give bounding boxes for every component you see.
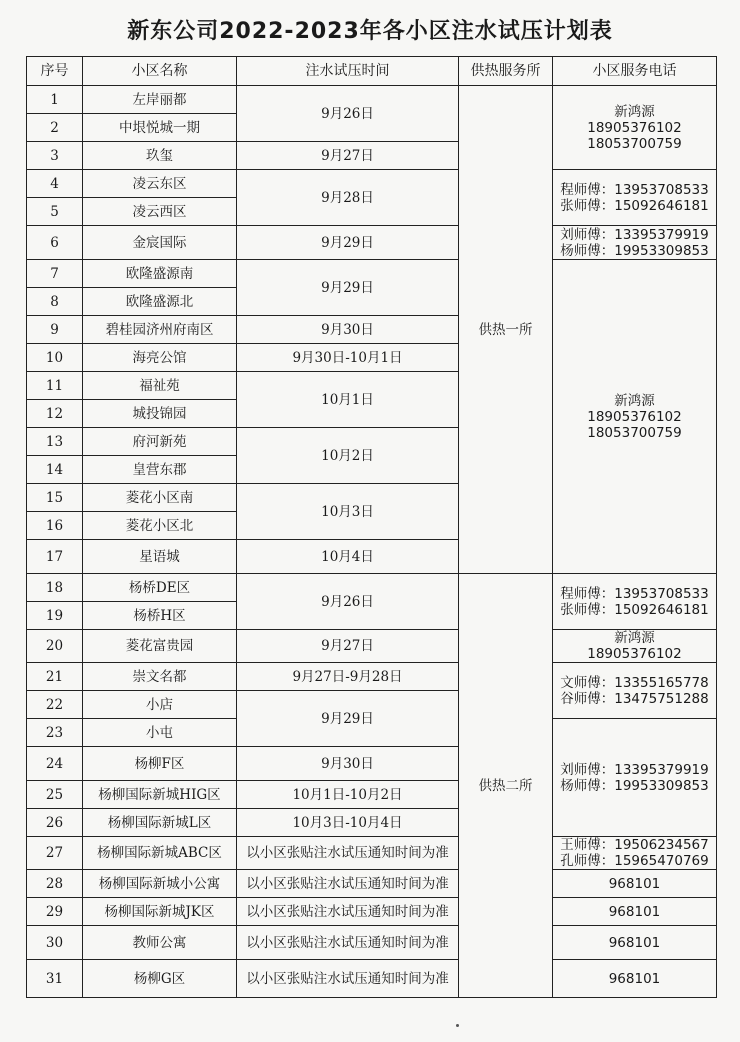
test-time: 9月26日 bbox=[237, 574, 459, 630]
service-phone bbox=[553, 226, 717, 260]
phone-line: 孔师傅：15965470769 bbox=[560, 853, 709, 869]
community-name: 杨桥H区 bbox=[83, 602, 237, 630]
phone-line: 谷师傅：13475751288 bbox=[560, 690, 709, 707]
service-phone bbox=[553, 837, 717, 870]
phone-line: 刘师傅：13395379919 bbox=[560, 761, 709, 778]
row-number: 1 bbox=[27, 86, 83, 114]
test-time: 10月3日 bbox=[237, 484, 459, 540]
service-phone bbox=[553, 86, 717, 170]
phone-line: 968101 bbox=[608, 903, 661, 920]
community-name: 菱花富贵园 bbox=[83, 630, 237, 663]
row-number: 31 bbox=[27, 960, 83, 998]
community-name: 杨柳G区 bbox=[83, 960, 237, 998]
service-phone bbox=[553, 630, 717, 663]
community-name: 星语城 bbox=[83, 540, 237, 574]
row-number: 19 bbox=[27, 602, 83, 630]
table-row bbox=[27, 86, 717, 114]
service-station: 供热二所 bbox=[459, 574, 553, 998]
scan-speck bbox=[456, 1024, 459, 1027]
community-name: 菱花小区南 bbox=[83, 484, 237, 512]
community-name: 城投锦园 bbox=[83, 400, 237, 428]
row-number: 17 bbox=[27, 540, 83, 574]
community-name: 欧隆盛源北 bbox=[83, 288, 237, 316]
community-name: 杨桥DE区 bbox=[83, 574, 237, 602]
row-number: 10 bbox=[27, 344, 83, 372]
test-time: 9月26日 bbox=[237, 86, 459, 142]
community-name: 小店 bbox=[83, 691, 237, 719]
row-number: 8 bbox=[27, 288, 83, 316]
service-phone bbox=[553, 574, 717, 630]
community-name: 海亮公馆 bbox=[83, 344, 237, 372]
row-number: 26 bbox=[27, 809, 83, 837]
service-phone bbox=[553, 170, 717, 226]
test-time: 以小区张贴注水试压通知时间为准 bbox=[237, 898, 459, 926]
test-time: 9月30日 bbox=[237, 747, 459, 781]
table-row bbox=[27, 870, 717, 898]
row-number: 24 bbox=[27, 747, 83, 781]
service-phone bbox=[553, 260, 717, 574]
table-row bbox=[27, 630, 717, 663]
test-time: 10月1日-10月2日 bbox=[237, 781, 459, 809]
row-number: 12 bbox=[27, 400, 83, 428]
phone-line: 新鸿源 bbox=[614, 392, 655, 409]
service-phone bbox=[553, 926, 717, 960]
community-name: 玖玺 bbox=[83, 142, 237, 170]
phone-line: 968101 bbox=[608, 970, 661, 987]
schedule-table bbox=[26, 56, 717, 998]
community-name: 左岸丽都 bbox=[83, 86, 237, 114]
header-row bbox=[27, 57, 717, 86]
test-time: 以小区张贴注水试压通知时间为准 bbox=[237, 837, 459, 870]
phone-line: 18905376102 bbox=[587, 119, 682, 136]
table-row bbox=[27, 837, 717, 870]
service-station: 供热一所 bbox=[459, 86, 553, 574]
phone-line: 18905376102 bbox=[587, 646, 682, 662]
document-title: 新东公司2022-2023年各小区注水试压计划表 bbox=[127, 19, 613, 44]
table-row bbox=[27, 574, 717, 602]
table-row bbox=[27, 663, 717, 691]
community-name: 福祉苑 bbox=[83, 372, 237, 400]
phone-line: 新鸿源 bbox=[614, 103, 655, 120]
row-number: 14 bbox=[27, 456, 83, 484]
test-time: 以小区张贴注水试压通知时间为准 bbox=[237, 870, 459, 898]
community-name: 凌云西区 bbox=[83, 198, 237, 226]
community-name: 菱花小区北 bbox=[83, 512, 237, 540]
row-number: 23 bbox=[27, 719, 83, 747]
test-time: 9月27日 bbox=[237, 142, 459, 170]
community-name: 杨柳F区 bbox=[83, 747, 237, 781]
phone-line: 968101 bbox=[608, 875, 661, 892]
row-number: 7 bbox=[27, 260, 83, 288]
phone-line: 杨师傅：19953309853 bbox=[560, 777, 709, 794]
test-time: 10月4日 bbox=[237, 540, 459, 574]
row-number: 13 bbox=[27, 428, 83, 456]
community-name: 中垠悦城一期 bbox=[83, 114, 237, 142]
row-number: 20 bbox=[27, 630, 83, 663]
header-no: 序号 bbox=[27, 57, 83, 86]
phone-line: 杨师傅：19953309853 bbox=[560, 242, 709, 259]
community-name: 凌云东区 bbox=[83, 170, 237, 198]
community-name: 杨柳国际新城L区 bbox=[83, 809, 237, 837]
row-number: 15 bbox=[27, 484, 83, 512]
header-station: 供热服务所 bbox=[459, 57, 553, 86]
service-phone bbox=[553, 960, 717, 998]
service-phone bbox=[553, 719, 717, 837]
header-test-time: 注水试压时间 bbox=[237, 57, 459, 86]
header-community: 小区名称 bbox=[83, 57, 237, 86]
service-phone bbox=[553, 870, 717, 898]
header-phone: 小区服务电话 bbox=[553, 57, 717, 86]
test-time: 9月27日 bbox=[237, 630, 459, 663]
row-number: 11 bbox=[27, 372, 83, 400]
test-time: 9月29日 bbox=[237, 260, 459, 316]
test-time: 9月30日 bbox=[237, 316, 459, 344]
row-number: 18 bbox=[27, 574, 83, 602]
phone-line: 张师傅：15092646181 bbox=[560, 197, 709, 214]
phone-line: 程师傅：13953708533 bbox=[560, 181, 709, 198]
row-number: 16 bbox=[27, 512, 83, 540]
community-name: 小屯 bbox=[83, 719, 237, 747]
row-number: 22 bbox=[27, 691, 83, 719]
phone-line: 刘师傅：13395379919 bbox=[560, 226, 709, 243]
phone-line: 18053700759 bbox=[587, 135, 682, 152]
community-name: 金宸国际 bbox=[83, 226, 237, 260]
test-time: 9月29日 bbox=[237, 226, 459, 260]
table-row bbox=[27, 926, 717, 960]
row-number: 2 bbox=[27, 114, 83, 142]
test-time: 10月3日-10月4日 bbox=[237, 809, 459, 837]
row-number: 3 bbox=[27, 142, 83, 170]
row-number: 30 bbox=[27, 926, 83, 960]
test-time: 9月30日-10月1日 bbox=[237, 344, 459, 372]
row-number: 9 bbox=[27, 316, 83, 344]
test-time: 10月1日 bbox=[237, 372, 459, 428]
row-number: 25 bbox=[27, 781, 83, 809]
test-time: 以小区张贴注水试压通知时间为准 bbox=[237, 926, 459, 960]
community-name: 欧隆盛源南 bbox=[83, 260, 237, 288]
phone-line: 程师傅：13953708533 bbox=[560, 585, 709, 602]
test-time: 以小区张贴注水试压通知时间为准 bbox=[237, 960, 459, 998]
community-name: 杨柳国际新城JK区 bbox=[83, 898, 237, 926]
phone-line: 18905376102 bbox=[587, 408, 682, 425]
service-phone bbox=[553, 898, 717, 926]
table-row bbox=[27, 960, 717, 998]
table-row bbox=[27, 226, 717, 260]
community-name: 杨柳国际新城ABC区 bbox=[83, 837, 237, 870]
table-row bbox=[27, 260, 717, 288]
community-name: 崇文名都 bbox=[83, 663, 237, 691]
row-number: 21 bbox=[27, 663, 83, 691]
community-name: 教师公寓 bbox=[83, 926, 237, 960]
test-time: 9月27日-9月28日 bbox=[237, 663, 459, 691]
phone-line: 王师傅：19506234567 bbox=[560, 837, 709, 853]
row-number: 28 bbox=[27, 870, 83, 898]
phone-line: 新鸿源 bbox=[614, 630, 655, 646]
community-name: 皇营东郡 bbox=[83, 456, 237, 484]
row-number: 27 bbox=[27, 837, 83, 870]
table-row bbox=[27, 898, 717, 926]
community-name: 杨柳国际新城HIG区 bbox=[83, 781, 237, 809]
phone-line: 968101 bbox=[608, 934, 661, 951]
phone-line: 18053700759 bbox=[587, 424, 682, 441]
community-name: 杨柳国际新城小公寓 bbox=[83, 870, 237, 898]
community-name: 碧桂园济州府南区 bbox=[83, 316, 237, 344]
phone-line: 文师傅：13355165778 bbox=[560, 674, 709, 691]
test-time: 9月29日 bbox=[237, 691, 459, 747]
row-number: 4 bbox=[27, 170, 83, 198]
test-time: 9月28日 bbox=[237, 170, 459, 226]
community-name: 府河新苑 bbox=[83, 428, 237, 456]
row-number: 29 bbox=[27, 898, 83, 926]
test-time: 10月2日 bbox=[237, 428, 459, 484]
phone-line: 张师傅：15092646181 bbox=[560, 601, 709, 618]
service-phone bbox=[553, 663, 717, 719]
row-number: 6 bbox=[27, 226, 83, 260]
row-number: 5 bbox=[27, 198, 83, 226]
table-row bbox=[27, 170, 717, 198]
